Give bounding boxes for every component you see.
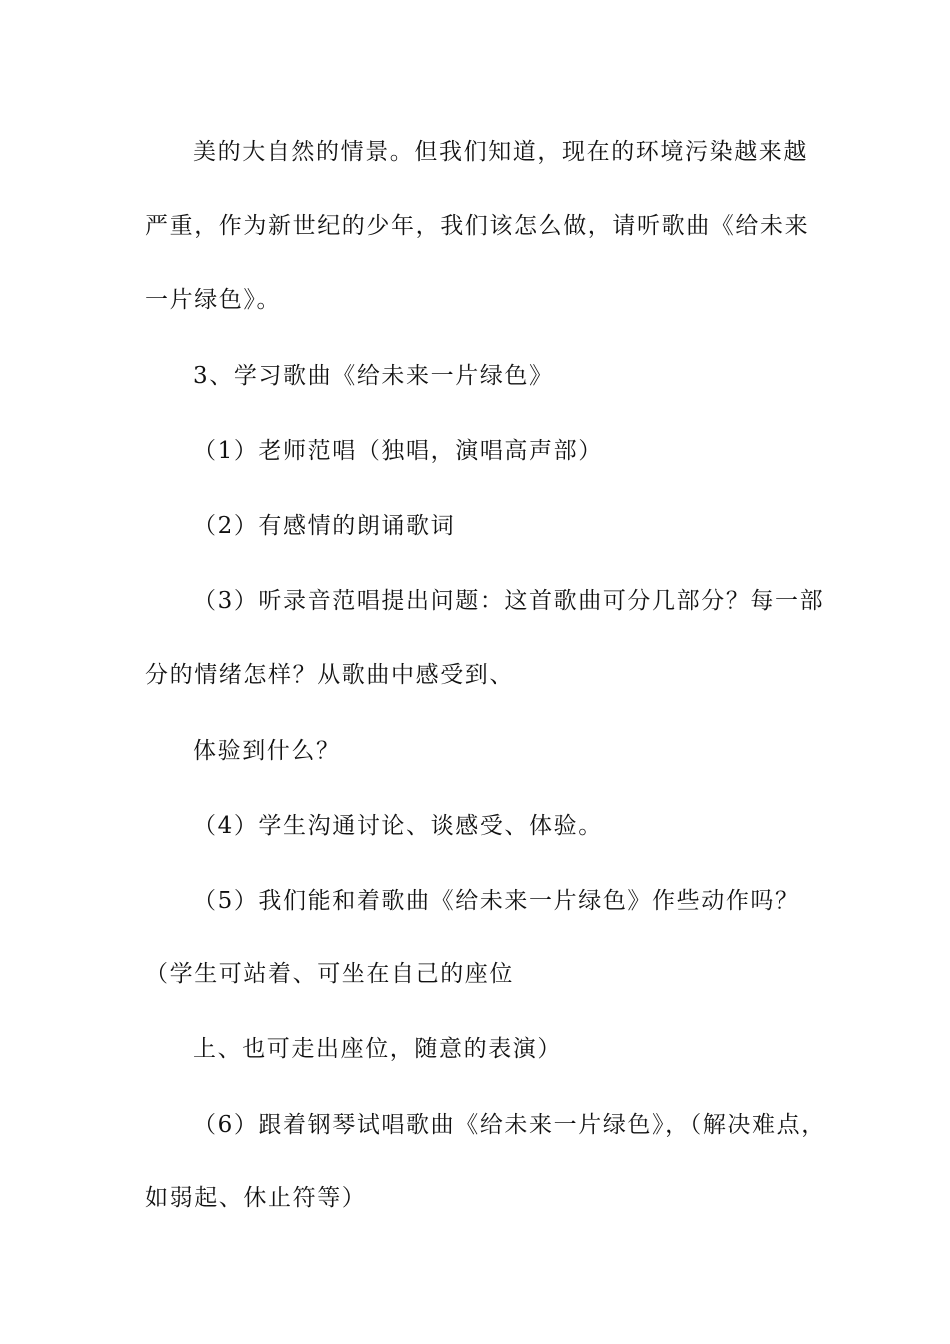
section-heading: 3、学习歌曲《给未来一片绿色》 [193,363,554,389]
text-line: 如弱起、休止符等） [145,1185,367,1211]
text-line: 体验到什么？ [193,738,341,764]
text-line: 严重，作为新世纪的少年，我们该怎么做，请听歌曲《给未来 [145,213,810,239]
text-line: （1）老师范唱（独唱，演唱高声部） [193,438,603,464]
text-line: （4）学生沟通讨论、谈感受、体验。 [193,813,603,839]
text-line: 美的大自然的情景。但我们知道，现在的环境污染越来越 [193,139,808,165]
text-line: 一片绿色》。 [145,287,282,313]
text-line: （6）跟着钢琴试唱歌曲《给未来一片绿色》，（解决难点， [193,1112,826,1138]
text-line: 上、也可走出座位，随意的表演） [193,1036,562,1062]
text-line: （学生可站着、可坐在自己的座位 [145,961,514,987]
text-line: （3）听录音范唱提出问题：这首歌曲可分几部分？每一部 [193,588,825,614]
text-line: （5）我们能和着歌曲《给未来一片绿色》作些动作吗？ [193,888,800,914]
text-line: 分的情绪怎样？从歌曲中感受到、 [145,662,514,688]
text-line: （2）有感情的朗诵歌词 [193,513,456,539]
